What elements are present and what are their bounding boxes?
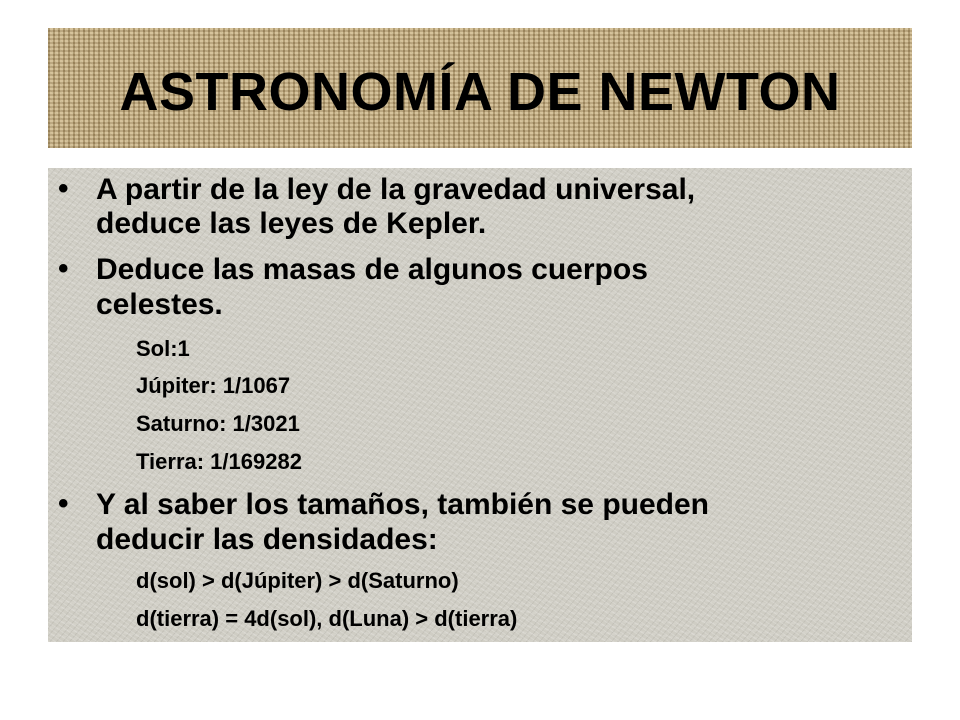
bullet-1-line-1: A partir de la ley de la gravedad universal, [96, 173, 696, 206]
bullet-2-line-2: celestes. [96, 288, 223, 321]
bullet-2-line-1: Deduce las masas de algunos cuerpos [96, 253, 648, 286]
mass-earth: Tierra: 1/169282 [136, 449, 302, 474]
slide-title: ASTRONOMÍA DE NEWTON [119, 62, 841, 122]
bullet-1-line-2: deduce las leyes de Kepler. [96, 207, 487, 240]
bullet-marker: • [58, 487, 69, 520]
bullet-3-line-2: deducir las densidades: [96, 523, 438, 556]
title-banner [48, 28, 912, 148]
mass-jupiter: Júpiter: 1/1067 [136, 373, 291, 398]
bullet-3-line-1: Y al saber los tamaños, también se pueden [96, 488, 709, 521]
bullet-marker: • [58, 172, 69, 205]
density-order: d(sol) > d(Júpiter) > d(Saturno) [136, 568, 459, 593]
bullet-marker: • [58, 252, 69, 285]
mass-saturn: Saturno: 1/3021 [136, 411, 300, 436]
mass-sun: Sol:1 [136, 336, 190, 361]
density-earth: d(tierra) = 4d(sol), d(Luna) > d(tierra) [136, 606, 518, 631]
